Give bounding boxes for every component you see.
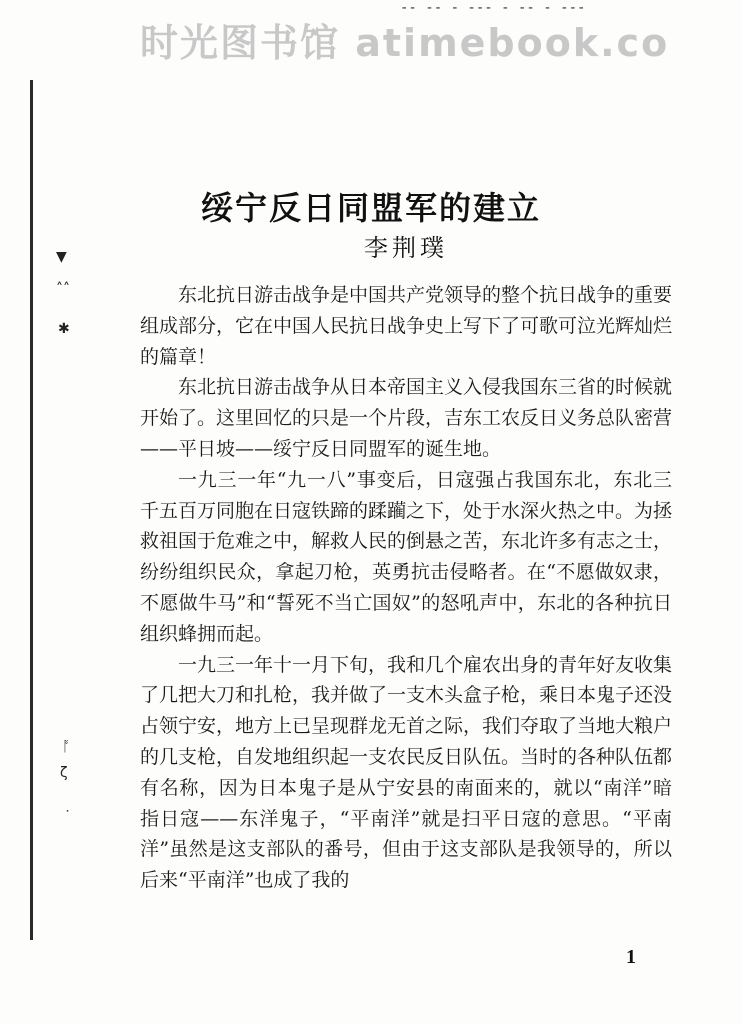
paragraph: 东北抗日游击战争从日本帝国主义入侵我国东三省的时候就开始了。这里回忆的只是一个片段，吉东工农反日义务总队密营——平日坡——绥宁反日同盟军的诞生地。 <box>140 376 673 460</box>
article-author: 李荆璞 <box>364 234 448 262</box>
header-marks: -- -- - --- - -- - --- <box>400 0 586 16</box>
article-title: 绥宁反日同盟军的建立 <box>200 189 541 228</box>
paragraph: 一九三一年“九一八”事变后，日寇强占我国东北，东北三千五百万同胞在日寇铁蹄的蹂躏之下，处于水深火热之中。为拯救祖国于危难之中，解救人民的倒悬之苦，东北许多有志之士，纷纷组织民众，拿起刀枪，英勇抗击侵略者。在“不愿做奴隶，不愿做牛马”和“誓死不当亡国奴”的怒吼声中，东北的各种抗日组织蜂拥而起。 <box>140 468 673 645</box>
watermark: 时光图书馆 atimebook.co <box>140 21 670 65</box>
paragraph: 东北抗日游击战争是中国共产党领导的整个抗日战争的重要组成部分，它在中国人民抗日战争史上写下了可歌可泣光辉灿烂的篇章！ <box>140 284 673 368</box>
page-number: 1 <box>626 946 636 968</box>
paragraph: 一九三一年十一月下旬，我和几个雇农出身的青年好友收集了几把大刀和扎枪，我并做了一支木头盒子枪，乘日本鬼子还没占领宁安，地方上已呈现群龙无首之际，我们夺取了当地大粮户的几支枪，自发地组织起一支农民反日队伍。当时的各种队伍都有名称，因为日本鬼子是从宁安县的南面来的，就以“南洋”暗指日寇——东洋鬼子，“平南洋”就是扫平日寇的意思。“平南洋”虽然是这支部队的番号，但由于这支部队是我领导的，所以后来“平南洋”也成了我的 <box>140 653 673 892</box>
binding-mark: ✱ <box>58 321 70 337</box>
binding-mark: ζ <box>60 765 68 781</box>
binding-mark: ᚩ <box>62 739 71 755</box>
article-body <box>140 280 672 896</box>
binding-mark: ˄˄ <box>56 281 70 297</box>
binding-mark: ▼ <box>56 249 67 265</box>
binding-mark: ˙ <box>64 809 71 825</box>
